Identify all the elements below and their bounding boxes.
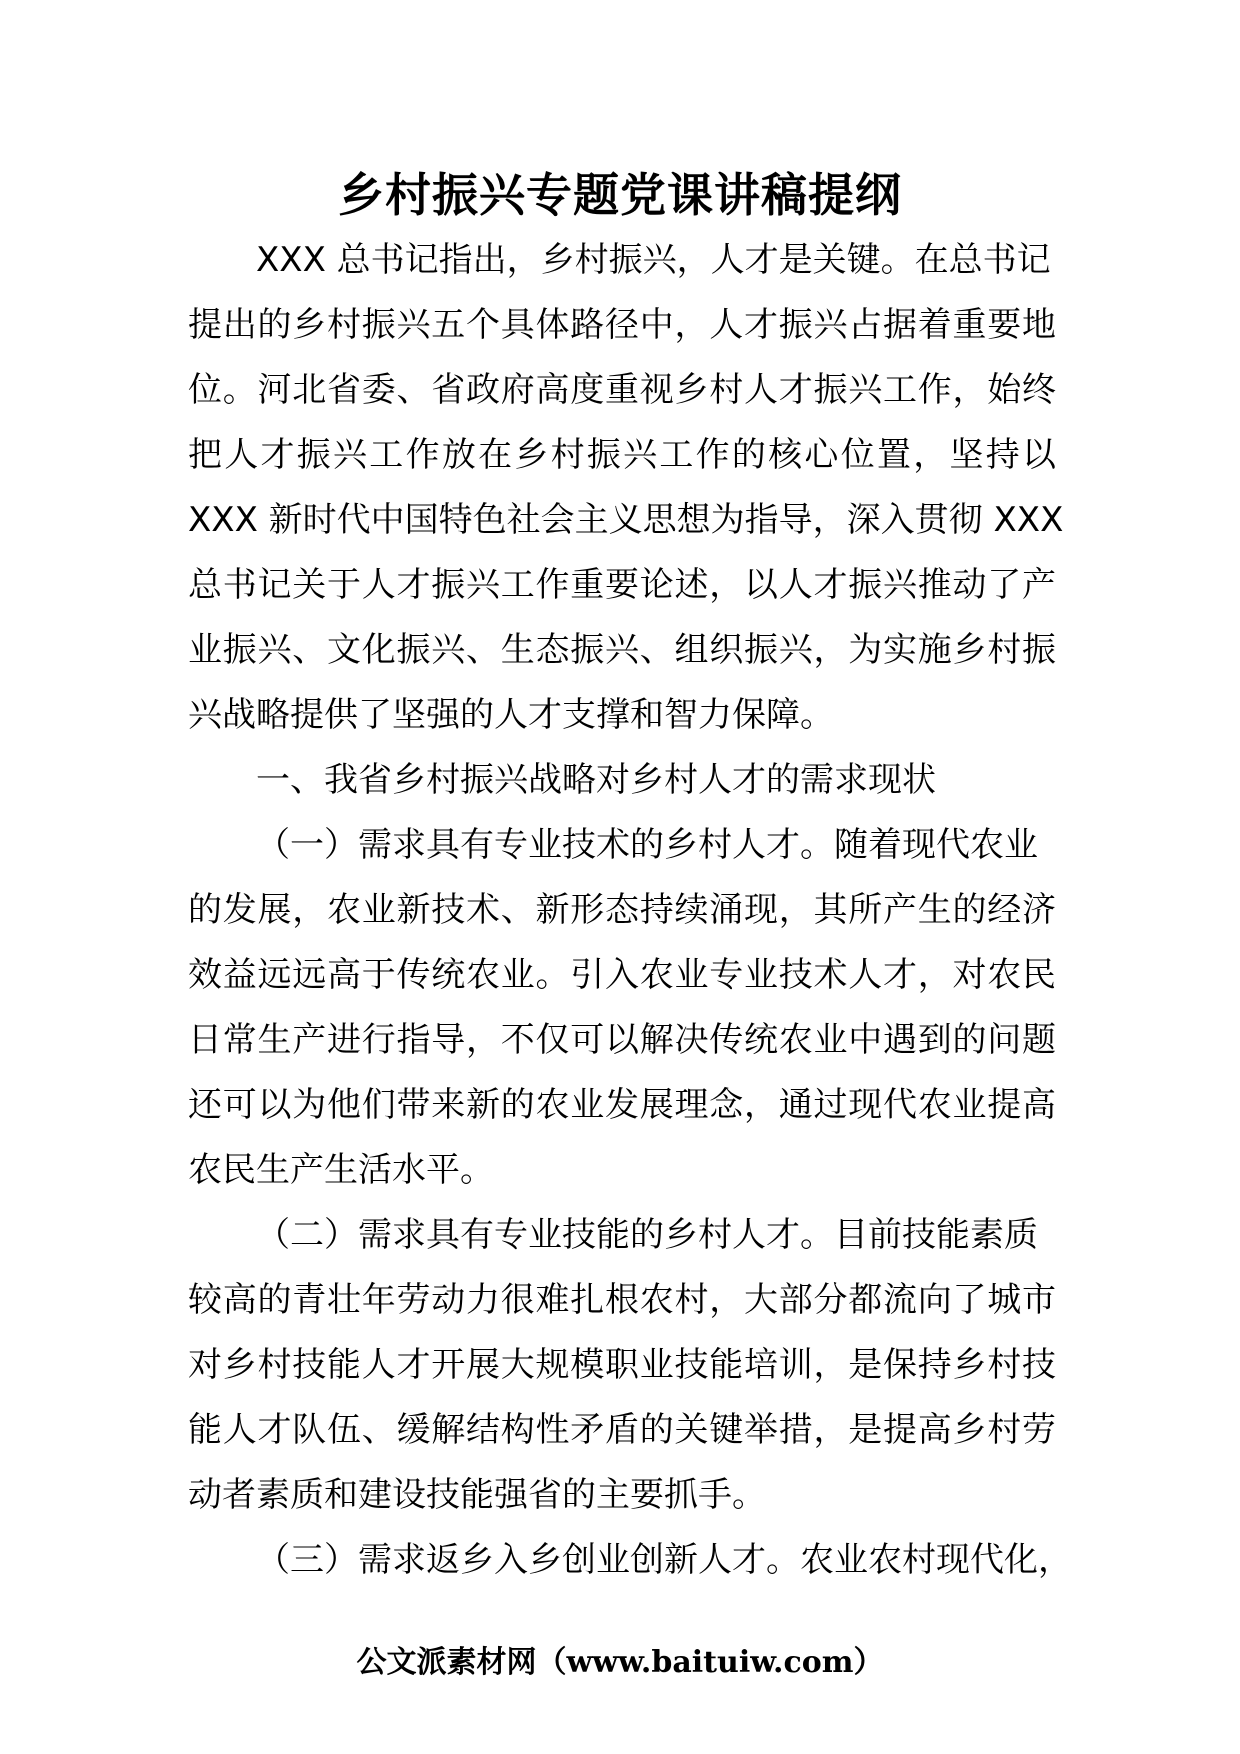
paragraph-1-line-5: XXX 新时代中国特色社会主义思想为指导，深入贯彻 XXX: [188, 500, 1064, 540]
paragraph-4-line-1: （三）需求返乡入乡创业创新人才。农业农村现代化，: [256, 1540, 1072, 1580]
paragraph-2-line-5: 还可以为他们带来新的农业发展理念，通过现代农业提高: [188, 1085, 1056, 1125]
paragraph-1-line-1: XXX 总书记指出，乡村振兴，人才是关键。在总书记: [256, 240, 1051, 280]
paragraph-3-line-5: 动者素质和建设技能强省的主要抓手。: [188, 1475, 766, 1515]
paragraph-2-line-3: 效益远远高于传统农业。引入农业专业技术人才，对农民: [188, 955, 1056, 995]
paragraph-3-line-2: 较高的青壮年劳动力很难扎根农村，大部分都流向了城市: [188, 1280, 1056, 1320]
section-heading-1: 一、我省乡村振兴战略对乡村人才的需求现状: [256, 760, 936, 800]
footer-watermark: 公文派素材网（www.baituiw.com）: [356, 1645, 884, 1680]
document-body: [188, 228, 1072, 1593]
paragraph-2-line-4: 日常生产进行指导，不仅可以解决传统农业中遇到的问题: [188, 1020, 1056, 1060]
paragraph-1-line-7: 业振兴、文化振兴、生态振兴、组织振兴，为实施乡村振: [188, 630, 1056, 670]
paragraph-1-line-4: 把人才振兴工作放在乡村振兴工作的核心位置，坚持以: [188, 435, 1056, 475]
paragraph-1-line-8: 兴战略提供了坚强的人才支撑和智力保障。: [188, 695, 834, 735]
paragraph-2-line-1: （一）需求具有专业技术的乡村人才。随着现代农业: [256, 825, 1038, 865]
paragraph-3-line-3: 对乡村技能人才开展大规模职业技能培训，是保持乡村技: [188, 1345, 1056, 1385]
document-title: 乡村振兴专题党课讲稿提纲: [338, 168, 902, 222]
paragraph-1-line-6: 总书记关于人才振兴工作重要论述，以人才振兴推动了产: [188, 565, 1056, 605]
paragraph-1-line-2: 提出的乡村振兴五个具体路径中，人才振兴占据着重要地: [188, 305, 1056, 345]
paragraph-1-line-3: 位。河北省委、省政府高度重视乡村人才振兴工作，始终: [188, 370, 1056, 410]
paragraph-2-line-2: 的发展，农业新技术、新形态持续涌现，其所产生的经济: [188, 890, 1056, 930]
paragraph-2-line-6: 农民生产生活水平。: [188, 1150, 494, 1190]
paragraph-3-line-4: 能人才队伍、缓解结构性矛盾的关键举措，是提高乡村劳: [188, 1410, 1056, 1450]
paragraph-3-line-1: （二）需求具有专业技能的乡村人才。目前技能素质: [256, 1215, 1038, 1255]
